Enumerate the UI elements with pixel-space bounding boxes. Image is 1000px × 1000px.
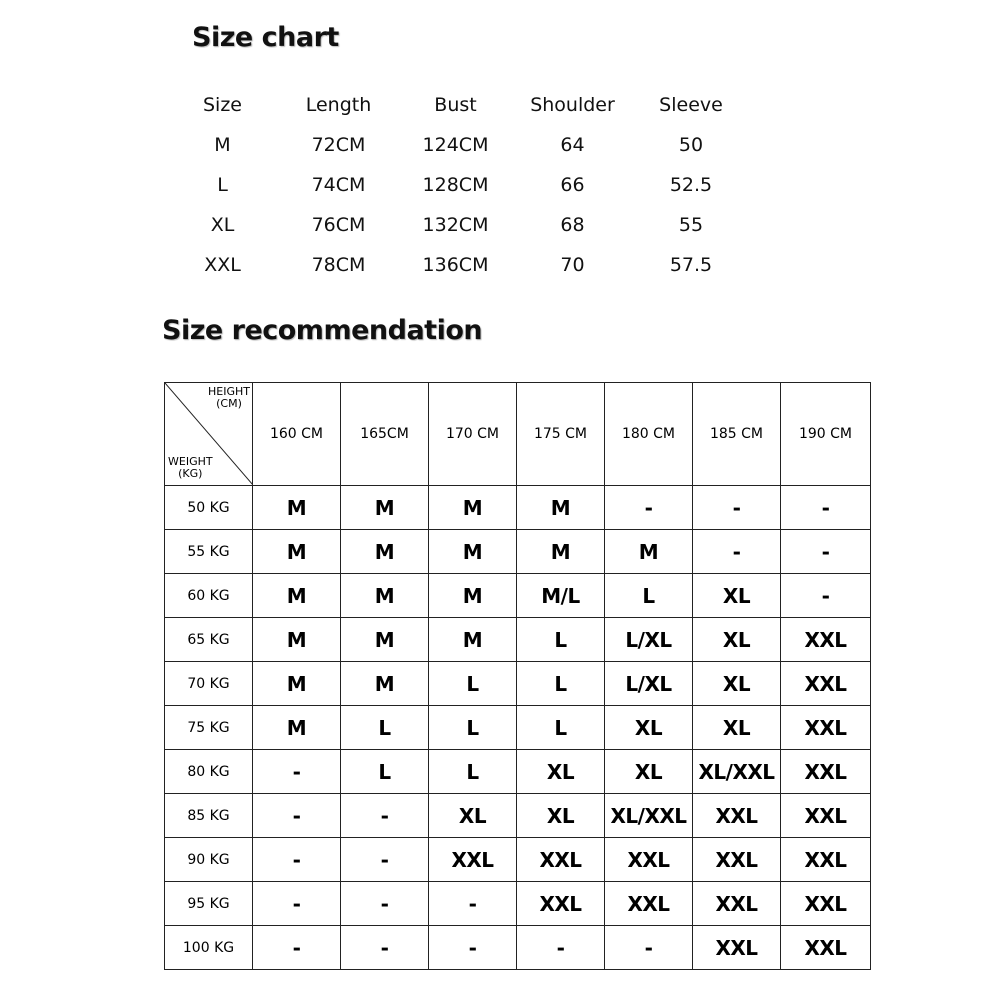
size-chart-table (165, 85, 751, 285)
size-chart-title: Size chart (192, 22, 339, 53)
weight-row (165, 926, 871, 970)
height-header-cell: 160 CM (253, 383, 341, 486)
recommended-size-cell: - (429, 882, 517, 926)
recommended-size-cell: XL (693, 662, 781, 706)
recommended-size-cell: - (253, 750, 341, 794)
weight-cell: 100 KG (165, 926, 253, 970)
weight-cell: 60 KG (165, 574, 253, 618)
recommended-size-cell: XL (517, 794, 605, 838)
header-size: Size (202, 94, 242, 116)
recommended-size-cell: L (517, 618, 605, 662)
weight-axis-label (168, 456, 213, 480)
recommended-size-cell: XXL (693, 882, 781, 926)
weight-row (165, 750, 871, 794)
sleeve-cell: 50 (678, 134, 704, 156)
weight-row (165, 882, 871, 926)
recommended-size-cell: XXL (781, 750, 871, 794)
recommended-size-cell: - (781, 530, 871, 574)
weight-row (165, 574, 871, 618)
recommended-size-cell: XXL (781, 794, 871, 838)
bust-cell: 136CM (422, 254, 489, 276)
bust-cell: 124CM (422, 134, 489, 156)
recommended-size-cell: - (781, 574, 871, 618)
recommended-size-cell: XL/XXL (605, 794, 693, 838)
recommended-size-cell: XXL (693, 838, 781, 882)
sleeve-cell: 57.5 (669, 254, 713, 276)
shoulder-cell: 64 (560, 134, 585, 156)
weight-row (165, 794, 871, 838)
corner-cell (165, 383, 253, 486)
recommended-size-cell: XL (693, 618, 781, 662)
recommended-size-cell: - (341, 838, 429, 882)
recommended-size-cell: M (517, 530, 605, 574)
recommended-size-cell: M (341, 486, 429, 530)
header-shoulder: Shoulder (530, 94, 615, 116)
recommendation-header-row (165, 383, 871, 486)
weight-cell: 75 KG (165, 706, 253, 750)
recommended-size-cell: - (605, 486, 693, 530)
recommended-size-cell: XL (429, 794, 517, 838)
weight-row (165, 486, 871, 530)
recommended-size-cell: M (341, 574, 429, 618)
shoulder-cell: 70 (560, 254, 585, 276)
recommended-size-cell: XL (693, 706, 781, 750)
height-label: HEIGHT (208, 385, 250, 398)
recommended-size-cell: XXL (693, 926, 781, 970)
recommended-size-cell: M (253, 486, 341, 530)
recommended-size-cell: XL/XXL (693, 750, 781, 794)
recommended-size-cell: M (517, 486, 605, 530)
recommended-size-cell: - (253, 794, 341, 838)
recommended-size-cell: XXL (605, 882, 693, 926)
weight-row (165, 618, 871, 662)
recommended-size-cell: M (253, 618, 341, 662)
recommended-size-cell: M (429, 530, 517, 574)
shoulder-cell: 66 (560, 174, 585, 196)
size-cell: XXL (204, 254, 241, 276)
size-chart-row (165, 245, 751, 285)
recommended-size-cell: - (253, 926, 341, 970)
weight-row (165, 530, 871, 574)
recommended-size-cell: M (341, 618, 429, 662)
recommended-size-cell: - (429, 926, 517, 970)
height-unit: (CM) (216, 397, 242, 410)
recommended-size-cell: L/XL (605, 618, 693, 662)
recommended-size-cell: M (341, 662, 429, 706)
size-chart-row (165, 125, 751, 165)
size-cell: L (217, 174, 228, 196)
recommended-size-cell: XXL (781, 926, 871, 970)
recommended-size-cell: L (429, 662, 517, 706)
recommended-size-cell: L (429, 750, 517, 794)
height-header-cell: 185 CM (693, 383, 781, 486)
weight-cell: 90 KG (165, 838, 253, 882)
size-recommendation-table (164, 382, 871, 970)
recommended-size-cell: XXL (781, 618, 871, 662)
weight-cell: 70 KG (165, 662, 253, 706)
height-header-cell: 175 CM (517, 383, 605, 486)
recommended-size-cell: - (341, 794, 429, 838)
recommended-size-cell: L (341, 750, 429, 794)
height-header-cell: 190 CM (781, 383, 871, 486)
sleeve-cell: 52.5 (669, 174, 713, 196)
recommended-size-cell: - (341, 926, 429, 970)
weight-unit: (KG) (178, 467, 203, 480)
length-cell: 76CM (311, 214, 366, 236)
recommended-size-cell: L (517, 662, 605, 706)
recommended-size-cell: M (253, 530, 341, 574)
recommended-size-cell: XXL (781, 706, 871, 750)
recommended-size-cell: XXL (429, 838, 517, 882)
weight-label: WEIGHT (168, 455, 213, 468)
recommended-size-cell: XXL (781, 662, 871, 706)
size-chart-row (165, 165, 751, 205)
size-recommendation-title: Size recommendation (162, 315, 483, 346)
recommended-size-cell: L (517, 706, 605, 750)
recommended-size-cell: - (253, 838, 341, 882)
header-length: Length (305, 94, 372, 116)
recommended-size-cell: - (253, 882, 341, 926)
height-header-cell: 170 CM (429, 383, 517, 486)
recommended-size-cell: L/XL (605, 662, 693, 706)
recommended-size-cell: M (605, 530, 693, 574)
recommended-size-cell: M (253, 706, 341, 750)
height-header-cell: 165CM (341, 383, 429, 486)
recommended-size-cell: M (341, 530, 429, 574)
recommended-size-cell: M (253, 574, 341, 618)
recommended-size-cell: - (341, 882, 429, 926)
weight-cell: 80 KG (165, 750, 253, 794)
weight-cell: 50 KG (165, 486, 253, 530)
recommended-size-cell: XXL (781, 838, 871, 882)
size-cell: M (214, 134, 231, 156)
weight-cell: 95 KG (165, 882, 253, 926)
recommended-size-cell: XXL (781, 882, 871, 926)
bust-cell: 132CM (422, 214, 489, 236)
recommended-size-cell: XXL (517, 838, 605, 882)
recommended-size-cell: - (781, 486, 871, 530)
height-header-cell: 180 CM (605, 383, 693, 486)
recommended-size-cell: M (429, 618, 517, 662)
recommended-size-cell: L (341, 706, 429, 750)
header-bust: Bust (434, 94, 477, 116)
size-chart-row (165, 205, 751, 245)
recommended-size-cell: XXL (517, 882, 605, 926)
recommended-size-cell: - (517, 926, 605, 970)
length-cell: 74CM (311, 174, 366, 196)
recommended-size-cell: M/L (517, 574, 605, 618)
bust-cell: 128CM (422, 174, 489, 196)
sleeve-cell: 55 (678, 214, 704, 236)
header-sleeve: Sleeve (659, 94, 723, 116)
size-chart-header-row (165, 85, 751, 125)
recommended-size-cell: - (605, 926, 693, 970)
recommended-size-cell: L (605, 574, 693, 618)
recommended-size-cell: XL (693, 574, 781, 618)
size-cell: XL (210, 214, 235, 236)
recommended-size-cell: XL (605, 706, 693, 750)
length-cell: 72CM (311, 134, 366, 156)
weight-row (165, 706, 871, 750)
recommended-size-cell: XXL (605, 838, 693, 882)
recommended-size-cell: - (693, 486, 781, 530)
weight-cell: 55 KG (165, 530, 253, 574)
recommended-size-cell: L (429, 706, 517, 750)
recommended-size-cell: M (253, 662, 341, 706)
recommended-size-cell: - (693, 530, 781, 574)
recommended-size-cell: XL (605, 750, 693, 794)
weight-row (165, 838, 871, 882)
weight-row (165, 662, 871, 706)
recommended-size-cell: M (429, 574, 517, 618)
length-cell: 78CM (311, 254, 366, 276)
recommended-size-cell: M (429, 486, 517, 530)
height-axis-label (208, 386, 250, 410)
recommended-size-cell: XL (517, 750, 605, 794)
shoulder-cell: 68 (560, 214, 585, 236)
recommended-size-cell: XXL (693, 794, 781, 838)
weight-cell: 65 KG (165, 618, 253, 662)
weight-cell: 85 KG (165, 794, 253, 838)
